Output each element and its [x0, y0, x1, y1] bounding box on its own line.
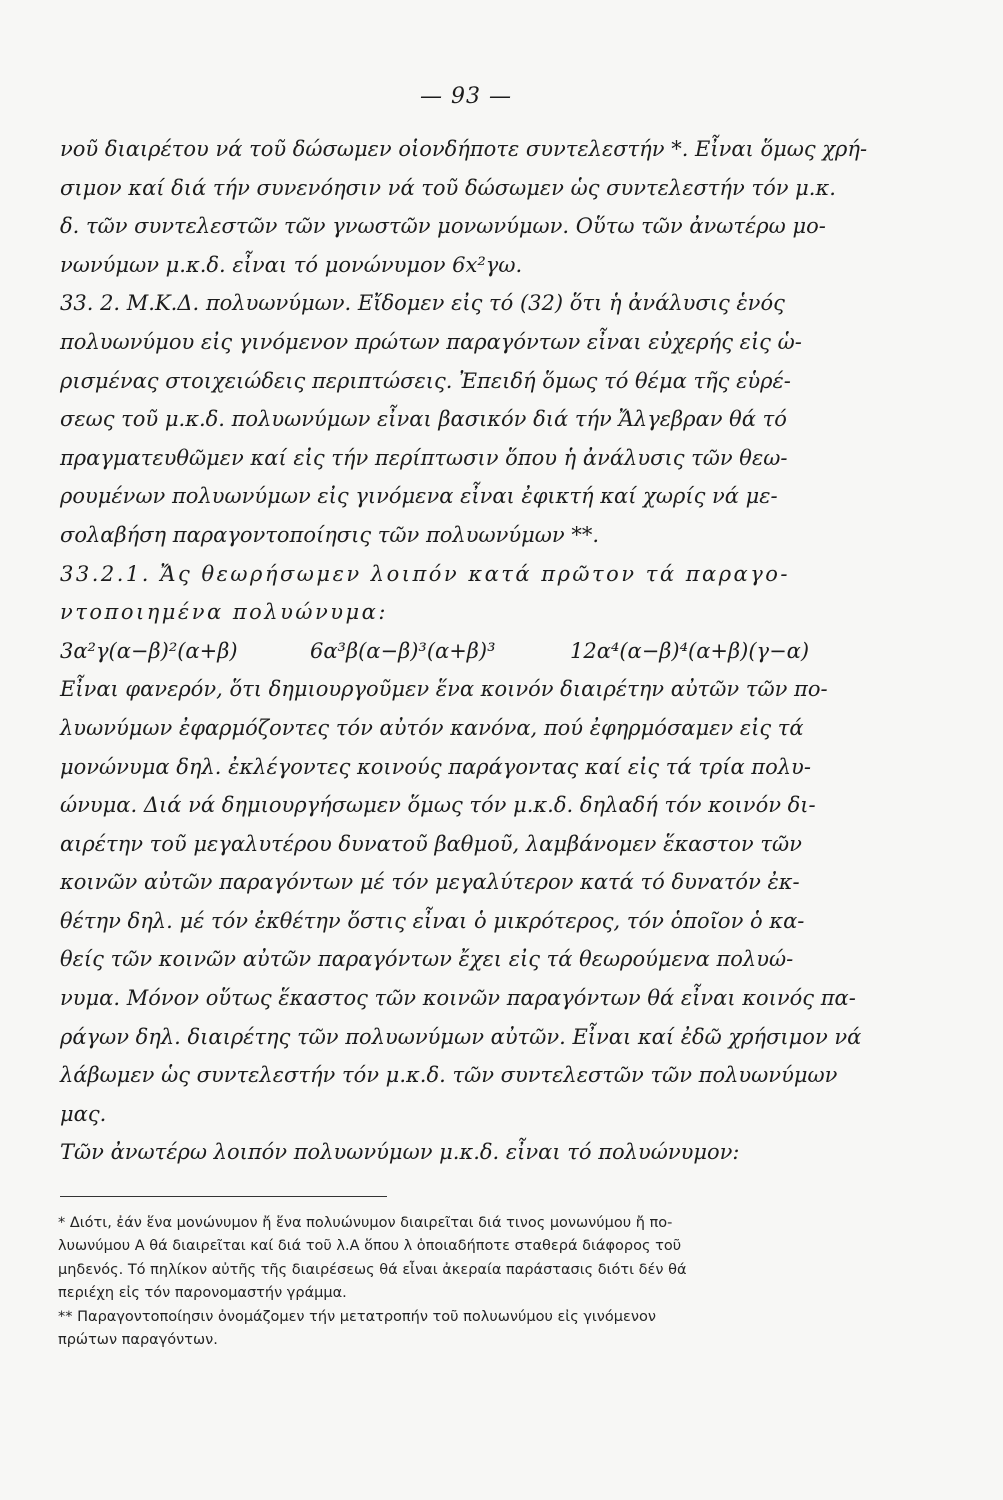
- text-line: ώνυμα. Διά νά δημιουργήσωμεν ὅμως τόν μ.κ.δ. δηλαδή τόν κοινόν δι-: [60, 793, 816, 818]
- formula-3: 12α⁴(α−β)⁴(α+β)(γ−α): [570, 638, 810, 663]
- footnote-line: ** Παραγοντοποίησιν ὀνομάζομεν τήν μετατροπήν τοῦ πολυωνύμου εἰς γινόμενον: [58, 1308, 656, 1325]
- text-line: ρισμένας στοιχειώδεις περιπτώσεις. Ἐπειδή ὅμως τό θέμα τῆς εὑρέ-: [60, 368, 791, 393]
- formula-1: 3α²γ(α−β)²(α+β): [60, 638, 238, 663]
- footnote-divider: [60, 1196, 387, 1197]
- text-line: πολυωνύμου εἰς γινόμενον πρώτων παραγόντων εἶναι εὐχερής εἰς ὡ-: [60, 329, 802, 354]
- footnote-line: πρώτων παραγόντων.: [58, 1331, 218, 1348]
- text-line: Τῶν ἀνωτέρω λοιπόν πολυωνύμων μ.κ.δ. εἶναι τό πολυώνυμον:: [60, 1140, 740, 1165]
- text-line: ρουμένων πολυωνύμων εἰς γινόμενα εἶναι ἐφικτή καί χωρίς νά με-: [60, 484, 778, 509]
- text-line: σιμον καί διά τήν συνενόησιν νά τοῦ δώσωμεν ὡς συντελεστήν τόν μ.κ.: [60, 175, 836, 200]
- text-line: νοῦ διαιρέτου νά τοῦ δώσωμεν οἱονδήποτε συντελεστήν *. Εἶναι ὅμως χρή-: [60, 137, 868, 161]
- text-line: λάβωμεν ὡς συντελεστήν τόν μ.κ.δ. τῶν συντελεστῶν τῶν πολυωνύμων: [60, 1063, 838, 1088]
- text-line: θείς τῶν κοινῶν αὐτῶν παραγόντων ἔχει εἰς τά θεωρούμενα πολυώ-: [60, 947, 794, 972]
- text-line: θέτην δηλ. μέ τόν ἐκθέτην ὅστις εἶναι ὁ μικρότερος, τόν ὁποῖον ὁ κα-: [60, 908, 805, 933]
- subsection-heading-line: 33.2.1. Ἄς θεωρήσωμεν λοιπόν κατά πρῶτον τά παραγο-: [60, 561, 791, 586]
- text-line: λυωνύμων ἐφαρμόζοντες τόν αὐτόν κανόνα, πού ἐφηρμόσαμεν εἰς τά: [60, 715, 804, 740]
- page-number: — 93 —: [420, 84, 512, 109]
- body-text: [60, 130, 868, 1172]
- subsection-heading-line: ντοποιημένα πολυώνυμα:: [60, 600, 388, 625]
- text-line: νυμα. Μόνον οὕτως ἕκαστος τῶν κοινῶν παραγόντων θά εἶναι κοινός πα-: [60, 986, 856, 1011]
- text-line: μας.: [60, 1101, 107, 1126]
- text-line: κοινῶν αὐτῶν παραγόντων μέ τόν μεγαλύτερον κατά τό δυνατόν ἐκ-: [60, 870, 800, 895]
- footnotes: [58, 1212, 878, 1352]
- text-line: αιρέτην τοῦ μεγαλυτέρου δυνατοῦ βαθμοῦ, λαμβάνομεν ἕκαστον τῶν: [60, 831, 802, 856]
- text-line: μονώνυμα δηλ. ἐκλέγοντες κοινούς παράγοντας καί εἰς τά τρία πολυ-: [60, 754, 811, 779]
- text-line: σολαβήση παραγοντοποίησις τῶν πολυωνύμων **.: [60, 522, 600, 547]
- text-line: Εἶναι φανερόν, ὅτι δημιουργοῦμεν ἕνα κοινόν διαιρέτην αὐτῶν τῶν πο-: [60, 677, 828, 702]
- section-heading-line: 33. 2. Μ.Κ.Δ. πολυωνύμων. Εἴδομεν εἰς τό (32) ὅτι ἡ ἀνάλυσις ἑνός: [60, 291, 785, 316]
- text-line: πραγματευθῶμεν καί εἰς τήν περίπτωσιν ὅπου ἡ ἀνάλυσις τῶν θεω-: [60, 445, 788, 470]
- text-line: ράγων δηλ. διαιρέτης τῶν πολυωνύμων αὐτῶν. Εἶναι καί ἐδῶ χρήσιμον νά: [60, 1024, 862, 1049]
- footnote-line: μηδενός. Τό πηλίκον αὐτῆς τῆς διαιρέσεως θά εἶναι ἀκεραία παράστασις διότι δέν θά: [58, 1261, 687, 1278]
- text-line: σεως τοῦ μ.κ.δ. πολυωνύμων εἶναι βασικόν διά τήν Ἄλγεβραν θά τό: [60, 407, 787, 432]
- text-line: δ. τῶν συντελεστῶν τῶν γνωστῶν μονωνύμων. Οὕτω τῶν ἀνωτέρω μο-: [60, 214, 826, 239]
- formula-2: 6α³β(α−β)³(α+β)³: [310, 638, 496, 663]
- text-line: νωνύμων μ.κ.δ. εἶναι τό μονώνυμον 6x²γω.: [60, 252, 523, 277]
- footnote-line: * Διότι, ἐάν ἕνα μονώνυμον ἤ ἕνα πολυώνυμον διαιρεῖται διά τινος μονωνύμου ἤ πο-: [58, 1215, 673, 1231]
- footnote-line: περιέχη εἰς τόν παρονομαστήν γράμμα.: [58, 1285, 347, 1302]
- footnote-line: λυωνύμου Α θά διαιρεῖται καί διά τοῦ λ.Α ὅπου λ ὁποιαδήποτε σταθερά διάφορος τοῦ: [58, 1238, 682, 1255]
- formula-line: [60, 632, 860, 671]
